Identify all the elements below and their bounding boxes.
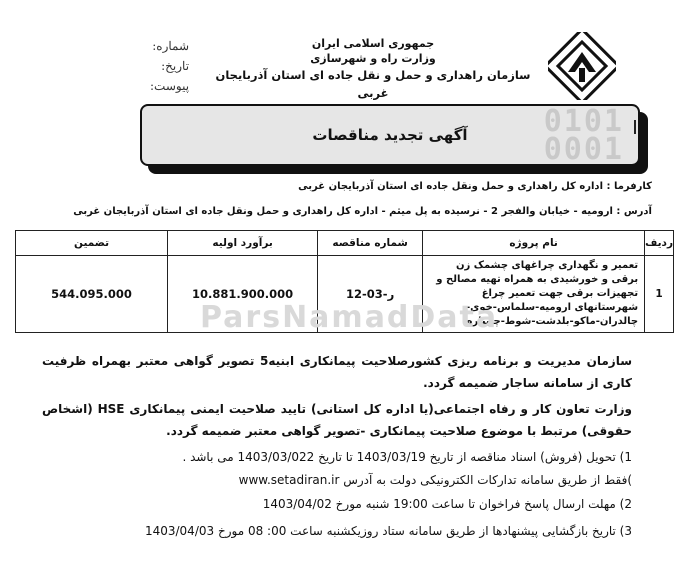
cell-estimate: 10.881.900.000: [168, 256, 318, 333]
date-field-label: تاریخ:: [161, 59, 190, 73]
header-estimate: برآورد اولیه: [168, 231, 318, 256]
title-banner: [140, 104, 640, 166]
schedule-item-1-portal: )فقط از طریق سامانه تدارکات الکترونیکی دولت به آدرس www.setadiran.ir: [238, 473, 632, 487]
header-row-number: ردیف: [645, 231, 674, 256]
banner-background-digits: 0101 0001: [543, 104, 624, 166]
schedule-item-2: 2) مهلت ارسال پاسخ فراخوان تا ساعت 19:00 شنبه مورخ 1403/04/02: [262, 497, 632, 511]
header-line-republic: جمهوری اسلامی ایران: [311, 37, 435, 50]
attachment-field-label: پیوست:: [150, 79, 190, 93]
header-line-ministry: وزارت راه و شهرسازی: [310, 52, 436, 65]
address-line: آدرس : ارومیه - خیابان والفجر 2 - نرسیده به پل میثم - اداره کل راهداری و حمل ونقل جاده ای استان آذربایجان غربی: [73, 206, 652, 217]
cell-project-name: تعمیر و نگهداری چراغهای چشمک زن برقی و خورشیدی به همراه تهیه مصالح و تجهیزات برقی جهت تعمیر چراغ شهرستانهای ارومیه-سلماس-خوی-چالدران-ماکو-بلدشت-شوط-چایپاره: [423, 256, 645, 333]
cell-guarantee: 544.095.000: [16, 256, 168, 333]
site-watermark: ParsNamadData: [200, 300, 499, 335]
side-fields: [150, 36, 189, 96]
requirement-paragraph-1: سازمان مدیریت و برنامه ریزی کشورصلاحیت پیمانکاری ابنیه5 تصویر گواهی معتبر بهمراه ظرفیت کاری از سامانه ساجار ضمیمه گردد.: [42, 354, 633, 390]
header-project-name: نام پروژه: [423, 231, 645, 256]
org-header: [208, 36, 538, 102]
requirement-paragraph-2: وزارت تعاون کار و رفاه اجتماعی(یا اداره کل استانی) تایید صلاحیت ایمنی پیمانکاری HSE (اشخاص حقوقی) مرتبط با موضوع صلاحیت پیمانکاری -تصویر گواهی معتبر ضمیمه گردد.: [42, 402, 633, 438]
cell-row-number: 1: [645, 256, 674, 333]
schedule-item-1: 1) تحویل (فروش) اسناد مناقصه از تاریخ 1403/03/19 تا تاریخ 1403/03/022 می باشد .: [182, 450, 632, 464]
notice-title: آگهی تجدید مناقصات: [312, 126, 468, 144]
banner-box: [140, 104, 640, 166]
table-header-row: [16, 231, 674, 256]
schedule-item-3: 3) تاریخ بازگشایی پیشنهادها از طریق سامانه ستاد روزیکشنبه ساعت 00: 08 مورخ 1403/04/03: [144, 524, 632, 538]
corner-mark: [634, 120, 636, 134]
employer-line: کارفرما : اداره کل راهداری و حمل ونقل جاده ای استان آذربایجان غربی: [298, 181, 652, 192]
organization-logo-icon: [548, 32, 616, 100]
header-line-organization: سازمان راهداری و حمل و نقل جاده ای استان آذربایجان غربی: [215, 68, 531, 100]
header-tender-number: شماره مناقصه: [318, 231, 423, 256]
header-guarantee: تضمین: [16, 231, 168, 256]
cell-tender-number: 12-ر-03: [318, 256, 423, 333]
number-field-label: شماره:: [152, 39, 190, 53]
